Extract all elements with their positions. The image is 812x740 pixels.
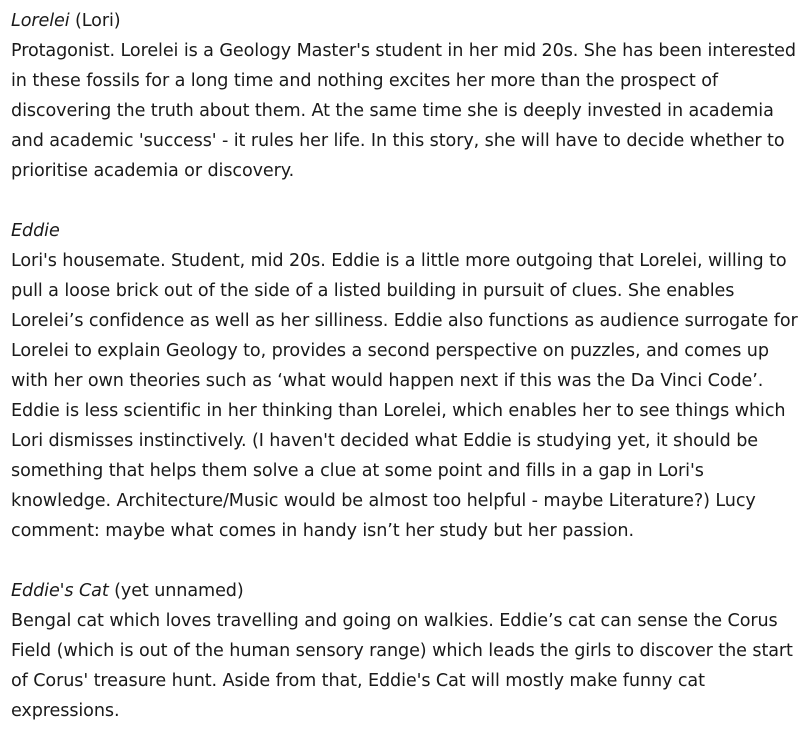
- character-entry-lorelei: [11, 6, 806, 186]
- character-name: Eddie: [11, 221, 60, 241]
- character-entry-eddies-cat: [11, 576, 806, 726]
- character-aside: (yet unnamed): [108, 581, 244, 601]
- character-name: Lorelei: [11, 11, 70, 31]
- character-aside: (Lori): [69, 11, 121, 31]
- character-entry-eddie: [11, 216, 806, 546]
- character-name: Eddie's Cat: [11, 581, 109, 601]
- character-description: Protagonist. Lorelei is a Geology Master's student in her mid 20s. She has been interested in these fossils for a long time and nothing excites her more than the prospect of discovering the truth about them. At the same time she is deeply invested in academia and academic 'success' - it rules her life. In this story, she will have to decide whether to prioritise academia or discovery.: [11, 41, 796, 181]
- character-heading: [11, 6, 806, 36]
- character-description: Lori's housemate. Student, mid 20s. Eddie is a little more outgoing that Lorelei, willing to pull a loose brick out of the side of a listed building in pursuit of clues. She enables Lorelei’s confidence as well as her silliness. Eddie also functions as audience surrogate for Lorelei to explain Geology to, provides a second perspective on puzzles, and comes up with her own theories such as ‘what would happen next if this was the Da Vinci Code’. Eddie is less scientific in her thinking than Lorelei, which enables her to see things which Lori dismisses instinctively. (I haven't decided what Eddie is studying yet, it should be something that helps them solve a clue at some point and fills in a gap in Lori's knowledge. Architecture/Music would be almost too helpful - maybe Literature?) Lucy comment: maybe what comes in handy isn’t her study but her passion.: [11, 251, 798, 541]
- character-description: Bengal cat which loves travelling and going on walkies. Eddie’s cat can sense the Corus Field (which is out of the human sensory range) which leads the girls to discover the start of Corus' treasure hunt. Aside from that, Eddie's Cat will mostly make funny cat expressions.: [11, 611, 793, 721]
- character-heading: [11, 216, 806, 246]
- character-heading: [11, 576, 806, 606]
